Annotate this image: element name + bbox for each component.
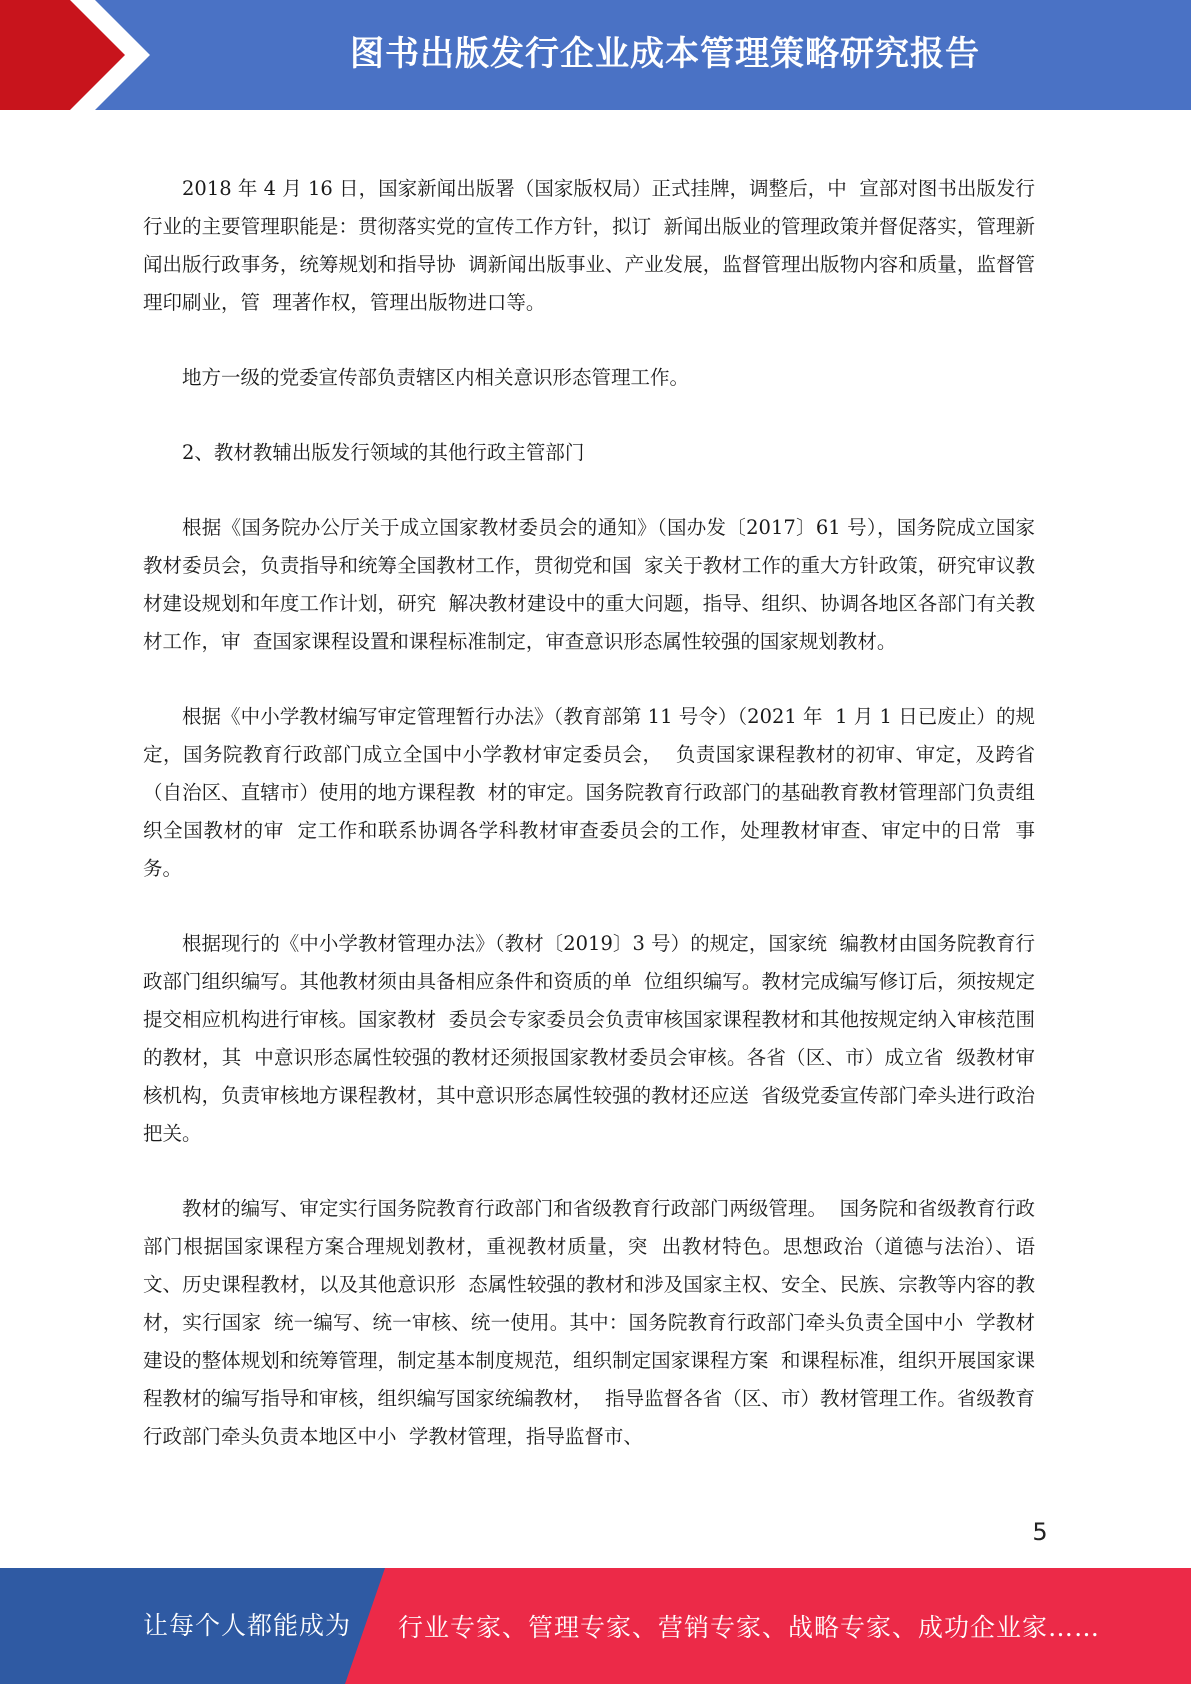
- footer-slogan-left: 让每个人都能成为: [143, 1611, 352, 1640]
- paragraph: 地方一级的党委宣传部负责辖区内相关意识形态管理工作。: [182, 366, 690, 389]
- page-number: 5: [1032, 1518, 1048, 1546]
- page-header: [0, 0, 1191, 110]
- document-body: [143, 170, 1035, 1493]
- paragraph: 根据现行的《中小学教材管理办法》（教材〔2019〕3 号）的规定，国家统 编教材由国务院教育行政部门组织编写。其他教材须由具备相应条件和资质的单 位组织编写。教材完成编写修订后，须按规定提交相应机构进行审核。国家教材 委员会专家委员会负责审核国家课程教材和其他按规定纳入审核范围的教材，其 中意识形态属性较强的教材还须报国家教材委员会审核。各省（区、市）成立省 级教材审核机构，负责审核地方课程教材，其中意识形态属性较强的教材还应送 省级党委宣传部门牵头进行政治把关。: [143, 932, 1035, 1145]
- page-title: 图书出版发行企业成本管理策略研究报告: [350, 34, 980, 74]
- paragraph: 根据《中小学教材编写审定管理暂行办法》（教育部第 11 号令）（2021 年 1 月 1 日已废止）的规定，国务院教育行政部门成立全国中小学教材审定委员会， 负责国家课程教材的初审、审定，及跨省（自治区、直辖市）使用的地方课程教 材的审定。国务院教育行政部门的基础教育教材管理部门负责组织全国教材的审 定工作和联系协调各学科教材审查委员会的工作，处理教材审查、审定中的日常 事务。: [143, 705, 1035, 880]
- section-heading: 2、教材教辅出版发行领域的其他行政主管部门: [182, 441, 585, 464]
- header-arrow-icon: [0, 0, 140, 110]
- footer-slogan-right: 行业专家、管理专家、营销专家、战略专家、成功企业家……: [398, 1613, 1101, 1642]
- page-footer: [0, 1568, 1191, 1684]
- paragraph: 教材的编写、审定实行国务院教育行政部门和省级教育行政部门两级管理。 国务院和省级教育行政部门根据国家课程方案合理规划教材，重视教材质量，突 出教材特色。思想政治（道德与法治）、语文、历史课程教材，以及其他意识形 态属性较强的教材和涉及国家主权、安全、民族、宗教等内容的教材，实行国家 统一编写、统一审核、统一使用。其中：国务院教育行政部门牵头负责全国中小 学教材建设的整体规划和统筹管理，制定基本制度规范，组织制定国家课程方案 和课程标准，组织开展国家课程教材的编写指导和审核，组织编写国家统编教材， 指导监督各省（区、市）教材管理工作。省级教育行政部门牵头负责本地区中小 学教材管理，指导监督市、: [143, 1197, 1035, 1448]
- paragraph: 根据《国务院办公厅关于成立国家教材委员会的通知》（国办发〔2017〕61 号），国务院成立国家教材委员会，负责指导和统筹全国教材工作，贯彻党和国 家关于教材工作的重大方针政策，研究审议教材建设规划和年度工作计划，研究 解决教材建设中的重大问题，指导、组织、协调各地区各部门有关教材工作，审 查国家课程设置和课程标准制定，审查意识形态属性较强的国家规划教材。: [143, 516, 1035, 653]
- paragraph: 2018 年 4 月 16 日，国家新闻出版署（国家版权局）正式挂牌，调整后，中 宣部对图书出版发行行业的主要管理职能是：贯彻落实党的宣传工作方针，拟订 新闻出版业的管理政策并督促落实，管理新闻出版行政事务，统筹规划和指导协 调新闻出版事业、产业发展，监督管理出版物内容和质量，监督管理印刷业，管 理著作权，管理出版物进口等。: [143, 177, 1035, 314]
